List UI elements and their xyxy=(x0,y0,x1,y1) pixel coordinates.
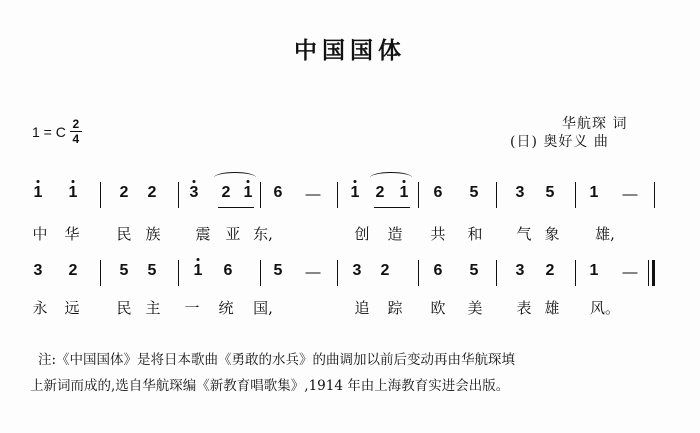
note: 5 xyxy=(119,262,129,279)
note: 2 xyxy=(545,262,555,279)
barline xyxy=(575,260,576,286)
note: 5 xyxy=(147,262,157,279)
lyric: 震 xyxy=(195,225,211,243)
barline xyxy=(178,182,179,208)
note: 3 xyxy=(515,184,525,201)
lyric: 民 xyxy=(116,225,132,243)
note: 1 xyxy=(33,184,43,201)
note: 6 xyxy=(433,262,443,279)
octave-dot xyxy=(354,180,357,183)
final-barline-thin xyxy=(648,260,649,286)
note: 1 xyxy=(589,184,599,201)
barline xyxy=(654,182,655,208)
barline xyxy=(496,260,497,286)
lyric: 族 xyxy=(145,225,161,243)
lyric: 亚 xyxy=(225,225,241,243)
lyric: 东, xyxy=(253,225,273,243)
note: 2 xyxy=(147,184,157,201)
lyric: 追 xyxy=(354,299,370,317)
note: 3 xyxy=(352,262,362,279)
barline xyxy=(260,182,261,208)
beam xyxy=(218,207,254,208)
lyric: 美 xyxy=(467,299,483,317)
note: 2 xyxy=(119,184,129,201)
lyric: 气 xyxy=(516,225,532,243)
lyric: 象 xyxy=(544,225,560,243)
lyric: 一 xyxy=(184,299,200,317)
note: 6 xyxy=(223,262,233,279)
note: 1 xyxy=(68,184,78,201)
dash: — xyxy=(622,264,638,281)
note: 3 xyxy=(33,262,43,279)
song-title: 中国国体 xyxy=(294,37,406,64)
lyric: 造 xyxy=(387,225,403,243)
slur xyxy=(370,172,412,183)
lyric: 和 xyxy=(467,225,483,243)
barline xyxy=(337,260,338,286)
lyric: 永 xyxy=(32,299,48,317)
octave-dot xyxy=(72,180,75,183)
lyric: 民 xyxy=(116,299,132,317)
lyric: 共 xyxy=(430,225,446,243)
note: 5 xyxy=(469,184,479,201)
lyric: 统 xyxy=(218,299,234,317)
lyric: 雄, xyxy=(595,225,615,243)
lyric: 中 xyxy=(32,225,48,243)
octave-dot xyxy=(193,180,196,183)
note: 5 xyxy=(545,184,555,201)
dash: — xyxy=(305,264,321,281)
octave-dot xyxy=(37,180,40,183)
lyric: 雄 xyxy=(544,299,560,317)
note: 3 xyxy=(189,184,199,201)
lyric: 表 xyxy=(516,299,532,317)
note: 2 xyxy=(375,184,385,201)
note: 2 xyxy=(380,262,390,279)
key-text: 1 = C xyxy=(32,123,66,140)
lyric: 远 xyxy=(64,299,80,317)
note: 1 xyxy=(350,184,360,201)
note: 1 xyxy=(589,262,599,279)
note: 1 xyxy=(193,262,203,279)
lyric: 主 xyxy=(145,299,161,317)
note: 3 xyxy=(515,262,525,279)
barline xyxy=(575,182,576,208)
lyric: 国, xyxy=(253,299,273,317)
note: 5 xyxy=(273,262,283,279)
note: 6 xyxy=(433,184,443,201)
barline xyxy=(100,260,101,286)
lyric: 风。 xyxy=(589,299,621,317)
note: 6 xyxy=(273,184,283,201)
octave-dot xyxy=(197,258,200,261)
composer-credit: (日) 奥好义 曲 xyxy=(510,134,609,150)
footnote-line-2: 上新词而成的,选自华航琛编《新教育唱歌集》,1914 年由上海教育实进会出版。 xyxy=(30,378,510,394)
final-barline-thick xyxy=(652,260,655,286)
beam xyxy=(374,207,410,208)
lyric: 欧 xyxy=(430,299,446,317)
barline xyxy=(418,260,419,286)
dash: — xyxy=(622,186,638,203)
lyric: 华 xyxy=(64,225,80,243)
time-denominator: 4 xyxy=(72,132,80,146)
note: 1 xyxy=(243,184,253,201)
note: 2 xyxy=(221,184,231,201)
note: 1 xyxy=(399,184,409,201)
slur xyxy=(214,172,256,183)
lyric: 踪 xyxy=(387,299,403,317)
barline xyxy=(260,260,261,286)
barline xyxy=(337,182,338,208)
lyricist-credit: 华航琛 词 xyxy=(562,116,628,132)
barline xyxy=(178,260,179,286)
barline xyxy=(100,182,101,208)
dash: — xyxy=(305,186,321,203)
barline xyxy=(418,182,419,208)
time-numerator: 2 xyxy=(72,117,80,131)
lyric: 创 xyxy=(354,225,370,243)
barline xyxy=(496,182,497,208)
note: 2 xyxy=(68,262,78,279)
footnote-line-1: 注:《中国国体》是将日本歌曲《勇敢的水兵》的曲调加以前后变动再由华航琛填 xyxy=(38,352,516,368)
note: 5 xyxy=(469,262,479,279)
